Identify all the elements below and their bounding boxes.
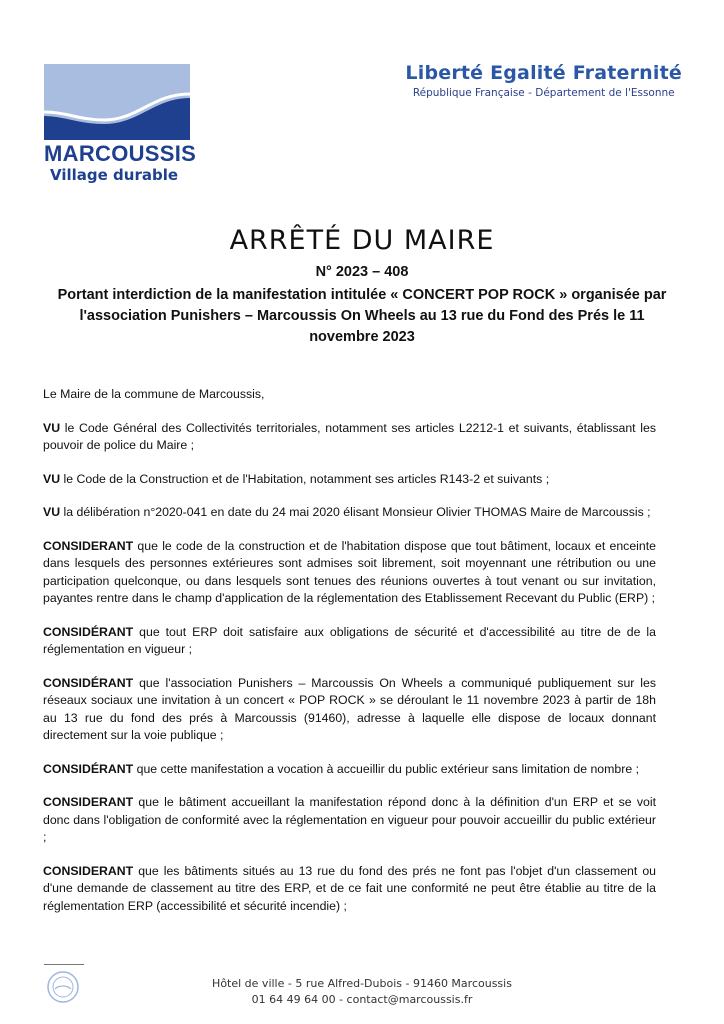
clause-paragraph xyxy=(43,761,656,779)
marcoussis-logo xyxy=(44,64,197,184)
clause-text: que l'association Punishers – Marcoussis On Wheels a communiqué publiquement sur les réseaux sociaux une invitation à un concert « POP ROCK » se déroulant le 11 novembre 2023 à partir de 18h au 13 rue du fond des prés à Marcoussis (91460), adresse à laquelle elle dispose de locaux donnant directement sur la voie publique ; xyxy=(43,675,656,742)
decree-number: N° 2023 – 408 xyxy=(315,264,409,280)
clause-paragraph xyxy=(43,538,656,608)
clause-lead: VU xyxy=(43,471,61,486)
clause-text: que le code de la construction et de l'habitation dispose que tout bâtiment, locaux et enceinte dans lesquels des personnes extérieures sont admises soit librement, soit moyennant une rétribution ou une participation quelconque, ou dans lesquels sont tenues des réunions ouvertes à tout venant ou sur invitation, payantes rentre dans le champ d'application de la réglementation des Etablissement Recevant du Public (ERP) ; xyxy=(43,538,656,605)
clause-paragraph xyxy=(43,624,656,659)
clause-lead: CONSIDÉRANT xyxy=(43,624,134,639)
clause-text: que les bâtiments situés au 13 rue du fond des prés ne font pas l'objet d'un classement ou d'une demande de classement au titre des ERP, et de ce fait une conformité ne peut être établie au titre de la réglementation ERP (accessibilité et sécurité incendie) ; xyxy=(43,863,656,913)
decree-body xyxy=(43,386,656,931)
clause-lead: CONSIDÉRANT xyxy=(43,675,134,690)
logo-town-name: MARCOUSSIS xyxy=(44,141,197,166)
footer-address: Hôtel de ville - 5 rue Alfred-Dubois - 91460 Marcoussis xyxy=(212,977,512,990)
wave-logo-icon xyxy=(44,64,190,140)
clause-paragraph xyxy=(43,794,656,847)
page-title: ARRÊTÉ DU MAIRE xyxy=(229,225,495,256)
clause-paragraph xyxy=(43,675,656,745)
clause-lead: CONSIDERANT xyxy=(43,863,134,878)
intro-paragraph: Le Maire de la commune de Marcoussis, xyxy=(43,387,265,401)
clause-text: que cette manifestation a vocation à accueillir du public extérieur sans limitation de nombre ; xyxy=(133,761,639,776)
clause-text: la délibération n°2020-041 en date du 24 mai 2020 élisant Monsieur Olivier THOMAS Maire de Marcoussis ; xyxy=(60,505,651,519)
clause-lead: VU xyxy=(43,420,61,435)
republic-motto xyxy=(405,62,682,99)
clause-lead: CONSIDÉRANT xyxy=(43,761,134,776)
clause-lead: VU xyxy=(43,505,61,519)
footer-divider xyxy=(44,964,84,965)
logo-tagline: Village durable xyxy=(50,166,179,184)
clause-text: le Code Général des Collectivités territoriales, notamment ses articles L2212-1 et suivants, établissant les pouvoir de police du Maire ; xyxy=(43,420,656,452)
clause-paragraph xyxy=(43,863,656,916)
decree-subject: Portant interdiction de la manifestation intitulée « CONCERT POP ROCK » organisée par l'association Punishers – Marcoussis On Wheels au 13 rue du Fond des Prés le 11 novembre 2023 xyxy=(57,287,667,345)
clause-text: que le bâtiment accueillant la manifestation répond donc à la définition d'un ERP et se voit donc dans l'obligation de conformité avec la réglementation en vigueur pour pouvoir accueillir du public extérieur ; xyxy=(43,795,656,844)
footer-contact: 01 64 49 64 00 - contact@marcoussis.fr xyxy=(251,993,473,1006)
clause-lead: CONSIDERANT xyxy=(43,538,134,553)
clause-text: le Code de la Construction et de l'Habitation, notamment ses articles R143-2 et suivants ; xyxy=(60,471,550,486)
clause-paragraph xyxy=(43,504,656,522)
motto-text: Liberté Egalité Fraternité xyxy=(405,62,682,84)
clause-text: que tout ERP doit satisfaire aux obligations de sécurité et d'accessibilité au titre de de la réglementation en vigueur ; xyxy=(43,624,656,656)
clause-paragraph xyxy=(43,420,656,455)
page-footer xyxy=(0,976,724,1008)
motto-subtitle: République Française - Département de l'Essonne xyxy=(412,87,675,99)
clause-paragraph xyxy=(43,471,656,489)
clause-lead: CONSIDERANT xyxy=(43,795,134,809)
